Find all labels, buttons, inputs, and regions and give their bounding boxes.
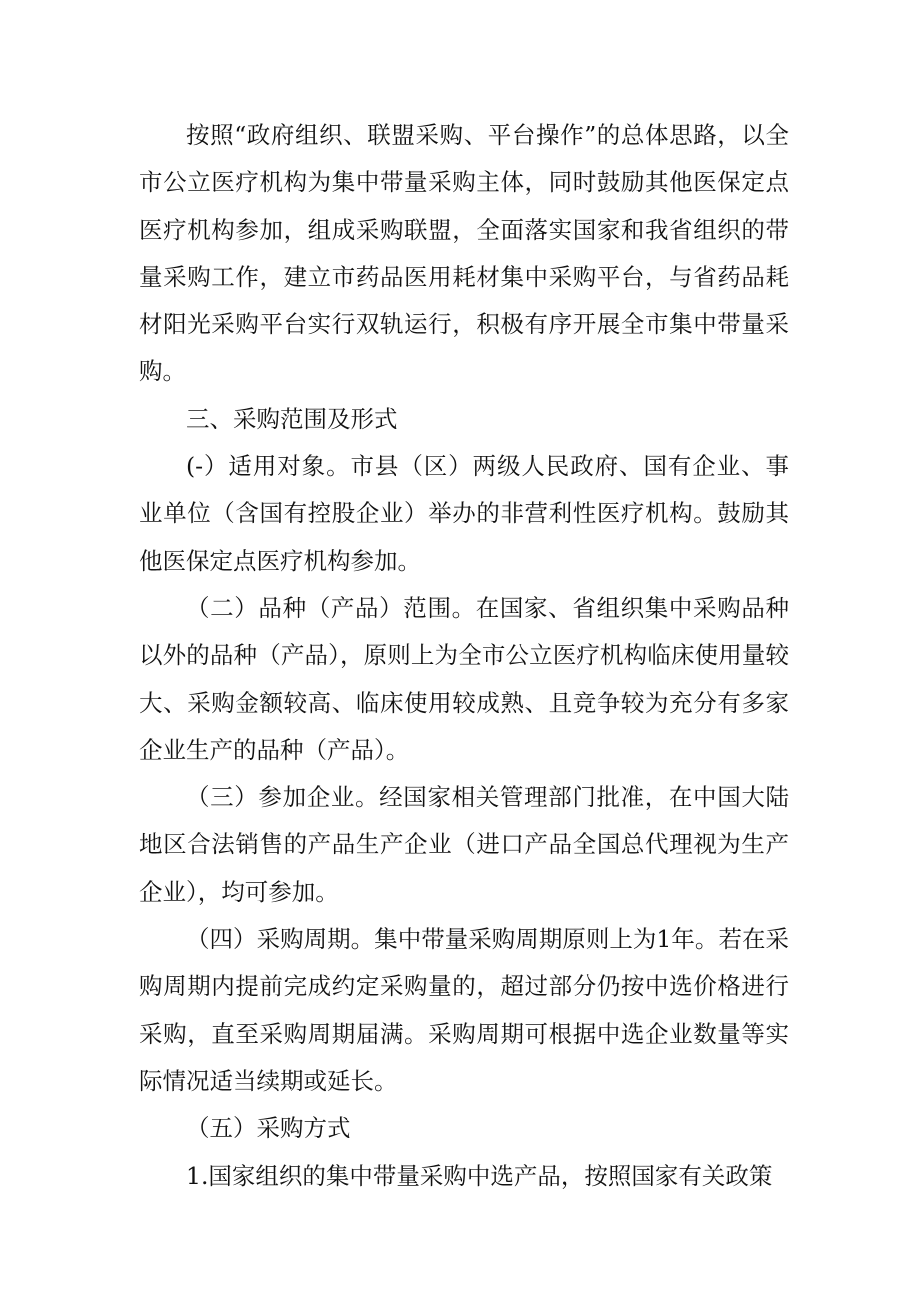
paragraph-procurement-cycle: （四）采购周期。集中带量采购周期原则上为1年。若在采购周期内提前完成约定采购量的，超过部分仍按中选价格进行采购，直至采购周期届满。采购周期可根据中选企业数量等实际情况适当续期或延长。	[139, 925, 789, 1095]
section-heading-scope-and-form: 三、采购范围及形式	[186, 404, 398, 433]
document-body	[139, 112, 789, 1200]
paragraph-participating-enterprises: （三）参加企业。经国家相关管理部门批准，在中国大陆地区合法销售的产品生产企业（进口产品全国总代理视为生产企业），均可参加。	[139, 783, 789, 906]
paragraph-product-scope: （二）品种（产品）范围。在国家、省组织集中采购品种以外的品种（产品），原则上为全市公立医疗机构临床使用量较大、采购金额较高、临床使用较成熟、且竞争较为充分有多家企业生产的品种（产品）。	[139, 593, 789, 764]
paragraph-applicable-objects: (-）适用对象。市县（区）两级人民政府、国有企业、事业单位（含国有控股企业）举办的非营利性医疗机构。鼓励其他医保定点医疗机构参加。	[139, 452, 789, 575]
paragraph-procurement-approach: 按照“政府组织、联盟采购、平台操作”的总体思路，以全市公立医疗机构为集中带量采购主体，同时鼓励其他医保定点医疗机构参加，组成采购联盟，全面落实国家和我省组织的带量采购工作，建立市药品医用耗材集中采购平台，与省药品耗材阳光采购平台实行双轨运行，积极有序开展全市集中带量采购。	[139, 121, 789, 386]
list-item-national-selected-products: 1.国家组织的集中带量采购中选产品，按照国家有关政策	[186, 1161, 773, 1190]
subheading-procurement-method: （五）采购方式	[186, 1114, 351, 1143]
